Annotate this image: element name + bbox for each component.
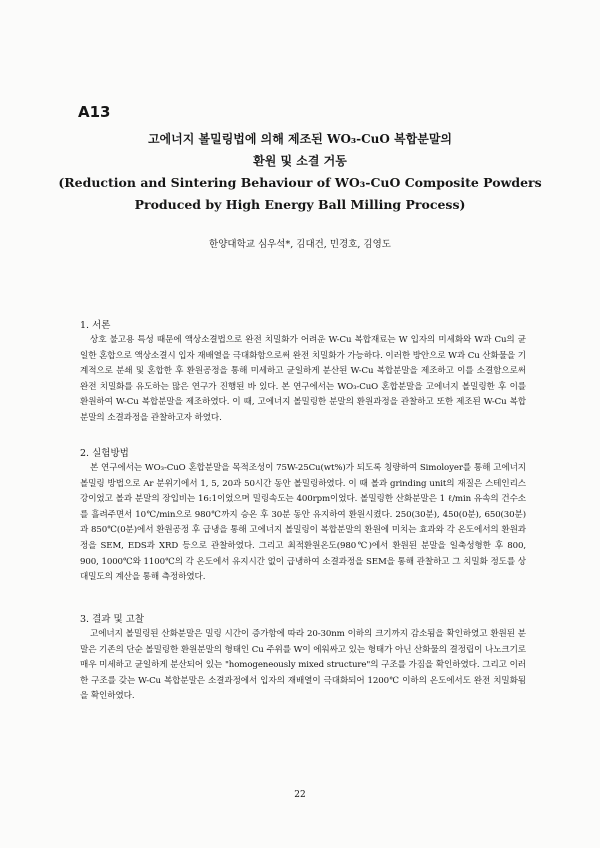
author-list: 한양대학교 심우석*, 김대건, 민경호, 김영도: [209, 239, 391, 250]
page-number: 22: [294, 790, 306, 800]
korean-title-line-2: 환원 및 소결 거동: [253, 154, 347, 168]
section-introduction: [80, 318, 526, 427]
section-heading: 3. 결과 및 고찰: [80, 614, 145, 625]
section-body: 고에너지 볼밀링된 산화분말은 밀링 시간이 증가함에 따라 20-30nm 이하의 크기까지 감소됨을 확인하였고 환원된 분말은 기존의 단순 볼밀링한 환원분말의 형태인 Cu 주위를 W이 에워싸고 있는 형태가 아닌 산화물의 결정립이 나노크기로 매우 미세하고 균일하게 분산되어 있는 "homogeneously mixed structure"의 구조를 가짐을 확인하였다. 그리고 이러한 구조를 갖는 W-Cu 복합분말은 소결과정에서 입자의 재배열이 극대화되어 1200℃ 이하의 온도에서도 완전 치밀화됨을 확인하였다.: [80, 629, 526, 702]
abstract-id: A13: [78, 103, 111, 121]
english-title-line-1: (Reduction and Sintering Behaviour of WO₃-CuO Composite Powders: [58, 175, 542, 190]
section-heading: 2. 실험방법: [80, 448, 129, 459]
english-title-line-2: Produced by High Energy Ball Milling Process): [134, 197, 466, 212]
section-body: 본 연구에서는 WO₃-CuO 혼합분말을 목적조성이 75W-25Cu(wt%)가 되도록 칭량하여 Simoloyer를 통해 고에너지 볼밀링 방법으로 Ar 분위기에서 1, 5, 20과 50시간 동안 볼밀링하였다. 이 때 볼과 grinding unit의 재질은 스테인리스 강이었고 볼과 분말의 장입비는 16:1이었으며 밀링속도는 400rpm이었다. 볼밀링한 산화분말은 1 ℓ/min 유속의 건수소를 흘려주면서 10℃/min으로 980℃까지 승온 후 30분 동안 유지하여 환원시켰다. 250(30분), 450(0분), 650(30분)과 850℃(0분)에서 환원공정 후 급냉을 통해 고에너지 볼밀링이 복합분말의 환원에 미치는 효과와 각 온도에서의 환원과정을 SEM, EDS과 XRD 등으로 관찰하였다. 그리고 최적환원온도(980℃)에서 환원된 분말을 일축성형한 후 800, 900, 1000℃와 1100℃의 각 온도에서 유지시간 없이 급냉하여 소결과정을 SEM을 통해 관찰하고 그 치밀화 정도를 상대밀도의 계산을 통해 측정하였다.: [80, 463, 526, 583]
section-methods: [80, 446, 526, 586]
section-heading: 1. 서론: [80, 320, 111, 331]
section-body: 상호 불고용 특성 때문에 액상소결법으로 완전 치밀화가 어려운 W-Cu 복합재료는 W 입자의 미세화와 W과 Cu의 균일한 혼합으로 액상소결시 입자 재배열을 극대화함으로써 완전 치밀화가 가능하다. 이러한 방안으로 W과 Cu 산화물을 기계적으로 분쇄 및 혼합한 후 환원공정을 통해 미세하고 균일하게 분산된 W-Cu 복합분말을 제조하고 이를 소결함으로써 완전 치밀화를 유도하는 많은 연구가 진행된 바 있다. 본 연구에서는 WO₃-CuO 혼합분말을 고에너지 볼밀링한 후 이를 환원하여 W-Cu 복합분말을 제조하였다. 이 때, 고에너지 볼밀링한 분말의 환원과정을 관찰하고 또한 제조된 W-Cu 복합분말의 소결과정을 관찰하고자 하였다.: [80, 335, 526, 423]
korean-title-line-1: 고에너지 볼밀링법에 의해 제조된 WO₃-CuO 복합분말의: [147, 132, 453, 146]
title-block: [40, 128, 560, 216]
section-results: [80, 612, 526, 705]
